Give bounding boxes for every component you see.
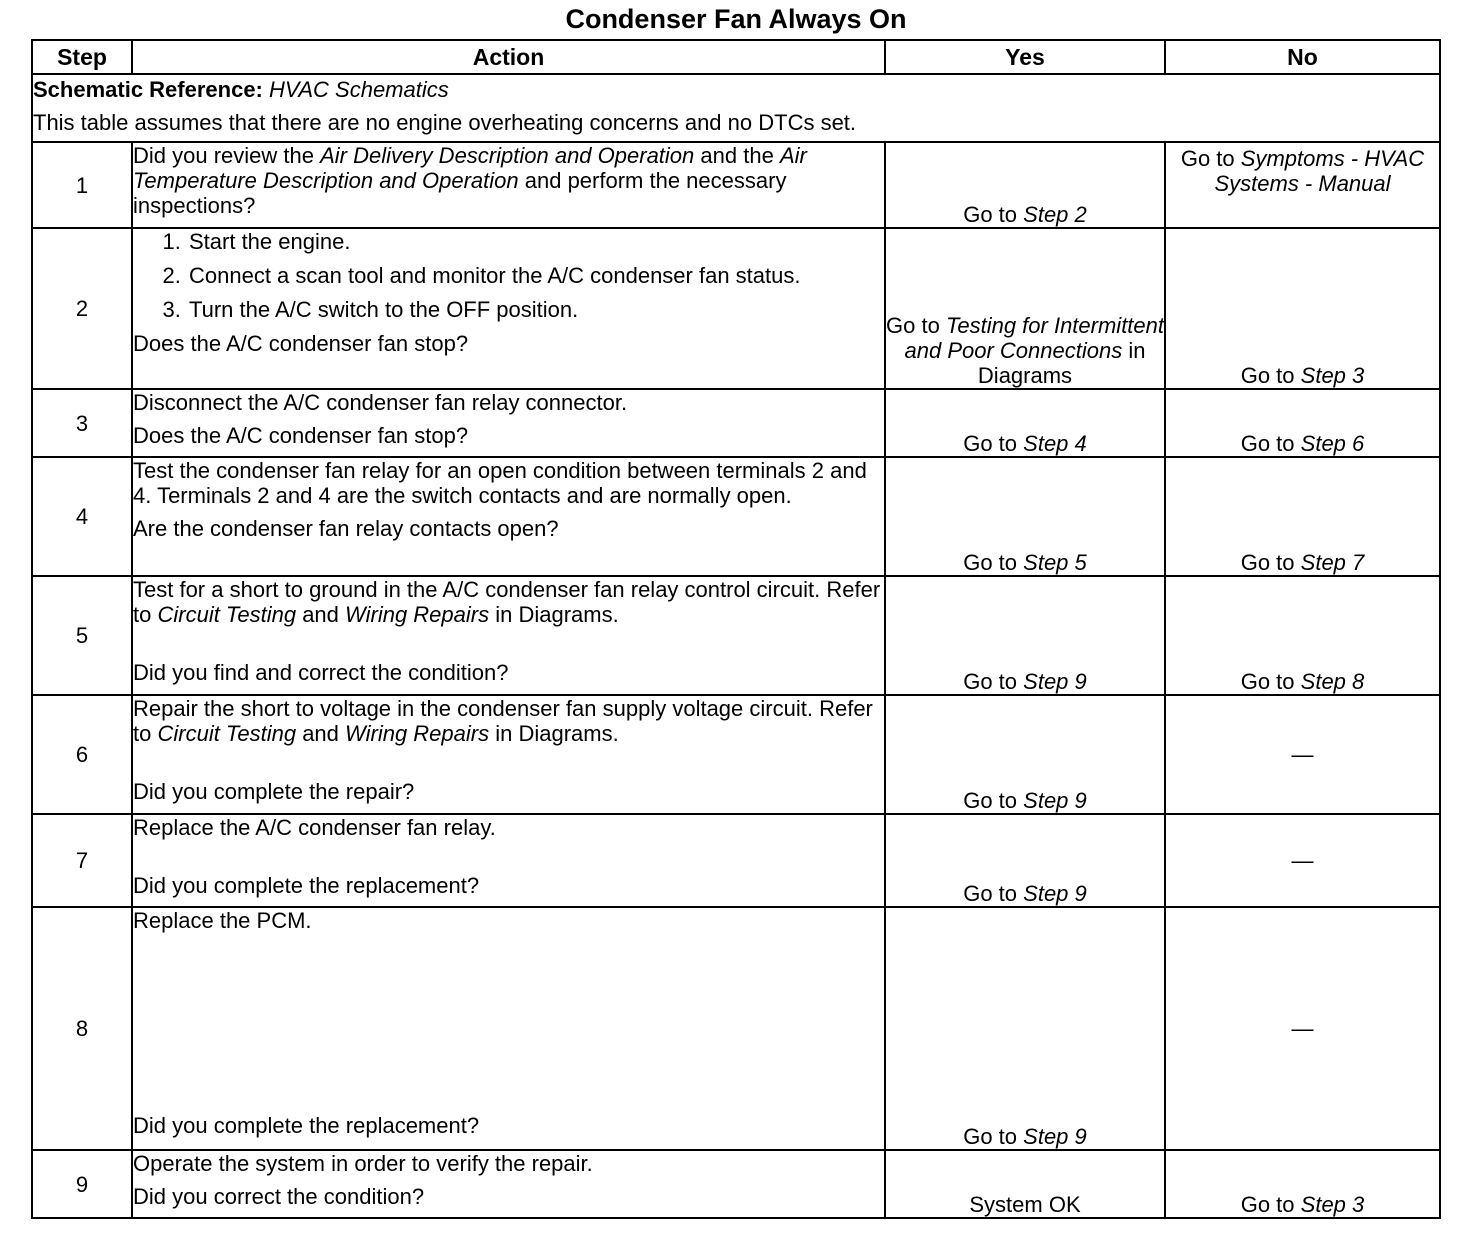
schematic-reference-cell — [32, 74, 1440, 142]
step-number: 4 — [32, 457, 132, 576]
yes-cell: Go to Testing for Intermittent and Poor Connections in Diagrams — [885, 228, 1165, 389]
header-yes: Yes — [885, 40, 1165, 74]
table-row — [32, 576, 1440, 695]
doc-link-air-delivery[interactable]: Air Delivery Description and Operation — [320, 143, 695, 168]
doc-link-circuit-testing[interactable]: Circuit Testing — [157, 602, 297, 627]
step-action — [132, 814, 885, 907]
step-body: Test the condenser fan relay for an open condition between terminals 2 and 4. Terminals 2 and 4 are the switch contacts and are normally open. — [133, 458, 867, 508]
header-step: Step — [32, 40, 132, 74]
goto-link[interactable]: Testing for Intermittent and Poor Connections — [904, 313, 1165, 363]
table-row — [32, 457, 1440, 576]
schematic-label: Schematic Reference: — [33, 77, 263, 102]
yes-cell: Go to Step 9 — [885, 695, 1165, 814]
step-action — [132, 389, 885, 457]
step-action — [132, 695, 885, 814]
step-question: Does the A/C condenser fan stop? — [133, 331, 469, 356]
list-item: 1. Start the engine. — [187, 229, 884, 254]
goto-link[interactable]: Step 3 — [1300, 363, 1365, 388]
schematic-reference — [33, 75, 1439, 108]
doc-link-wiring-repairs[interactable]: Wiring Repairs — [345, 602, 490, 627]
goto-link[interactable]: Step 9 — [1023, 881, 1087, 906]
step-number: 3 — [32, 389, 132, 457]
list-item: 2. Connect a scan tool and monitor the A/C condenser fan status. — [187, 263, 884, 288]
step-body: Replace the A/C condenser fan relay. — [133, 815, 496, 840]
table-row — [32, 142, 1440, 228]
not-applicable-dash: — — [1291, 742, 1314, 767]
step-question: Did you complete the replacement? — [133, 873, 480, 898]
assumption-note: This table assumes that there are no engine overheating concerns and no DTCs set. — [33, 110, 857, 135]
step-body: Test for a short to ground in the A/C condenser fan relay control circuit. Refer to Circuit Testing and Wiring Repairs in Diagrams. — [133, 577, 881, 627]
step-action — [132, 576, 885, 695]
table-header-row — [32, 40, 1440, 74]
step-action — [132, 1150, 885, 1218]
table-row — [32, 814, 1440, 907]
diagnostic-table — [31, 39, 1441, 1219]
step-number: 9 — [32, 1150, 132, 1218]
table-row — [32, 695, 1440, 814]
step-question: Did you complete the repair? — [133, 779, 415, 804]
doc-link-air-temperature[interactable]: Air Temperature Description and Operation — [133, 143, 807, 193]
list-item: 3. Turn the A/C switch to the OFF position. — [187, 297, 884, 322]
step-question: Does the A/C condenser fan stop? — [133, 423, 469, 448]
step-body: Repair the short to voltage in the condenser fan supply voltage circuit. Refer to Circuit Testing and Wiring Repairs in Diagrams. — [133, 696, 873, 746]
goto-link[interactable]: Step 5 — [1023, 550, 1087, 575]
no-cell: Go to Step 6 — [1165, 389, 1440, 457]
goto-link[interactable]: Step 6 — [1300, 431, 1365, 456]
step-body: Operate the system in order to verify the repair. — [133, 1151, 593, 1176]
step-number: 7 — [32, 814, 132, 907]
goto-link[interactable]: Step 7 — [1300, 550, 1365, 575]
goto-link[interactable]: Step 9 — [1023, 1124, 1087, 1149]
step-number: 8 — [32, 907, 132, 1150]
header-no: No — [1165, 40, 1440, 74]
step-instructions — [133, 229, 884, 322]
yes-cell: Go to Step 9 — [885, 814, 1165, 907]
step-number: 6 — [32, 695, 132, 814]
yes-cell — [885, 1150, 1165, 1218]
goto-link[interactable]: Step 4 — [1023, 431, 1087, 456]
goto-link[interactable]: Step 3 — [1300, 1192, 1365, 1217]
step-question: Did you correct the condition? — [133, 1184, 425, 1209]
no-cell — [1165, 907, 1440, 1150]
step-body: Disconnect the A/C condenser fan relay connector. — [133, 390, 628, 415]
no-cell: Go to Step 3 — [1165, 228, 1440, 389]
doc-link-wiring-repairs[interactable]: Wiring Repairs — [345, 721, 490, 746]
goto-link[interactable]: Step 9 — [1023, 669, 1087, 694]
not-applicable-dash: — — [1291, 1016, 1314, 1041]
schematic-reference-row — [32, 74, 1440, 142]
step-body: Replace the PCM. — [133, 908, 312, 933]
doc-link-circuit-testing[interactable]: Circuit Testing — [157, 721, 297, 746]
goto-link[interactable]: Symptoms - HVAC Systems - Manual — [1214, 146, 1425, 196]
no-cell: Go to Step 8 — [1165, 576, 1440, 695]
step-question: Did you find and correct the condition? — [133, 660, 509, 685]
step-number: 1 — [32, 142, 132, 228]
no-cell: Go to Symptoms - HVAC Systems - Manual — [1165, 142, 1440, 228]
page-title: Condenser Fan Always On — [565, 4, 907, 34]
step-question: Are the condenser fan relay contacts open? — [133, 516, 559, 541]
table-row — [32, 228, 1440, 389]
table-row — [32, 1150, 1440, 1218]
step-action: Did you review the Air Delivery Description and Operation and the Air Temperature Description and Operation and perform the necessary inspections? — [132, 142, 885, 228]
goto-link[interactable]: Step 9 — [1023, 788, 1087, 813]
goto-link[interactable]: Step 8 — [1300, 669, 1365, 694]
yes-cell: Go to Step 9 — [885, 907, 1165, 1150]
goto-link[interactable]: Step 2 — [1023, 202, 1087, 227]
yes-cell: Go to Step 5 — [885, 457, 1165, 576]
result-text: System OK — [969, 1192, 1081, 1217]
header-action: Action — [132, 40, 885, 74]
step-number: 5 — [32, 576, 132, 695]
no-cell — [1165, 814, 1440, 907]
no-cell: Go to Step 3 — [1165, 1150, 1440, 1218]
yes-cell: Go to Step 9 — [885, 576, 1165, 695]
table-row — [32, 389, 1440, 457]
yes-cell: Go to Step 2 — [885, 142, 1165, 228]
schematic-link[interactable]: HVAC Schematics — [269, 77, 449, 102]
not-applicable-dash: — — [1291, 848, 1314, 873]
table-row — [32, 907, 1440, 1150]
step-number: 2 — [32, 228, 132, 389]
step-question: Did you complete the replacement? — [133, 1113, 480, 1138]
no-cell — [1165, 695, 1440, 814]
step-action — [132, 228, 885, 389]
yes-cell: Go to Step 4 — [885, 389, 1165, 457]
step-action — [132, 457, 885, 576]
no-cell: Go to Step 7 — [1165, 457, 1440, 576]
step-action — [132, 907, 885, 1150]
